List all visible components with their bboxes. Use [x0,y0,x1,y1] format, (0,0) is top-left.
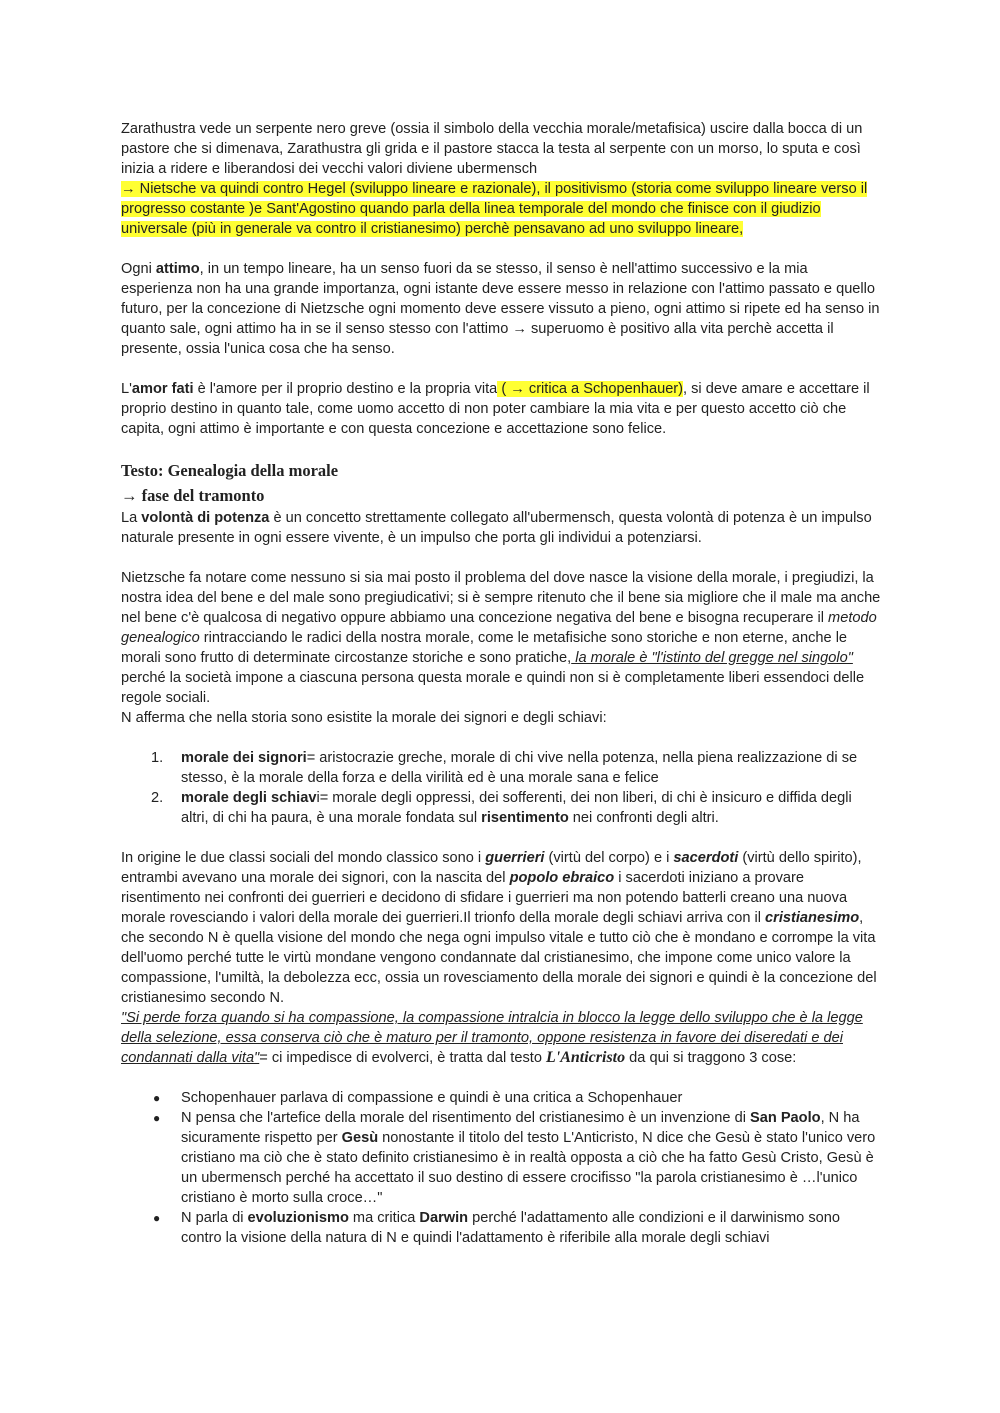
bullet-icon: ● [153,1111,161,1125]
text-run: In origine le due classi sociali del mondo classico sono i [121,850,486,866]
text-run: (virtù del corpo) e i [544,850,674,866]
text-run: da qui si traggono 3 cose: [625,1050,797,1066]
text-run: è un concetto strettamente collegato all'ubermensch, questa volontà di potenza è un impulso naturale presente in ogni essere vivente, è un impulso che porta gli individui a potenziarsi. [121,510,872,546]
highlighted-text: → Nietsche va quindi contro Hegel (sviluppo lineare e razionale), il positivismo (storia come sviluppo lineare verso il progresso costante )e Sant'Agostino quando parla della linea temporale del mondo che finisce con il giudizio universale (più in generale va contro il cristianesimo) perchè pensavano ad uno sviluppo lineare, [121,181,868,237]
bold-italic-term: cristianesimo [765,910,860,926]
bullet-list [121,1088,881,1248]
list-item [121,788,881,828]
text-run: N pensa che l'artefice della morale del risentimento del cristianesimo è un invenzione di [181,1110,750,1126]
text-run: , N ha sicuramente rispetto per [181,1110,860,1146]
list-item [121,748,881,788]
list-number: 2. [151,790,164,806]
paragraph-zarathustra [121,119,881,239]
text-run: (virtù dello spirito), entrambi avevano una morale dei signori, con la nascita del [121,850,862,886]
bold-term: morale dei signori [181,750,307,766]
text-run: La [121,510,142,526]
paragraph-attimo [121,259,881,359]
text-run: , si deve amare e accettare il proprio destino in quanto tale, come uomo accetto di non poter cambiare la mia vita e per questo accetto ciò che capita, ogni attimo è importante e con questa concezione e accettazione sono felice. [121,381,870,437]
bold-term: Darwin [419,1210,469,1226]
text-run: nonostante il titolo del testo L'Anticristo, N dice che Gesù è stato l'unico vero cristiano ma ciò che è stato definito cristianesimo è in realtà opposta a ciò che ha fatto Gesù Cristo, Gesù è un ubermensch perché ha accettato il suo destino di essere crocifisso "la parola cristianesimo è …l'unico cristiano è morto sulla croce…" [181,1130,876,1206]
section-subheading: → fase del tramonto [121,486,265,505]
text-run: = aristocrazie greche, morale di chi vive nella potenza, nella piena realizzazione di se stesso, è la morale della forza e della virilità ed è una morale sana e felice [181,750,858,786]
book-title: L'Anticristo [546,1049,626,1066]
text-run: rintracciando le radici della nostra morale, come le metafisiche sono storiche e non eterne, anche le morali sono frutto di determinate circostanze storiche e sono pratiche, [121,630,848,666]
text-run: i= morale degli oppressi, dei sofferenti, dei non liberi, di chi è insicuro e diffida degli altri, di chi ha paura, è una morale fondata sul [181,790,852,826]
text-run: è l'amore per il proprio destino e la propria vita [193,381,498,397]
underlined-quote: la morale è "l'istinto del gregge nel singolo" [571,650,853,666]
bold-term: risentimento [481,810,569,826]
bold-term: volontà di potenza [141,510,270,526]
text-run: N parla di [181,1210,248,1226]
paragraph-genealogia [121,568,881,728]
bold-term: amor fati [131,381,194,397]
text-run: i sacerdoti iniziano a provare risentimento nei confronti dei guerrieri e decidono di sfidare i guerrieri ma non potendo batterli creano una nuova morale rovesciando i valori della morale dei guerrieri.Il trionfo della morale degli schiavi arriva con il [121,870,848,926]
text-run: nei confronti degli altri. [568,810,719,826]
list-number: 1. [151,750,164,766]
paragraph-text: Zarathustra vede un serpente nero greve (ossia il simbolo della vecchia morale/metafisica) uscire dalla bocca di un pastore che si dimenava, Zarathustra gli grida e il pastore stacca la testa al serpente con un morso, lo sputa e così inizia a ridere e liberandosi dei vecchi valori diviene ubermensch [121,121,863,177]
bold-italic-term: popolo ebraico [509,870,615,886]
paragraph-volonta-potenza [121,508,881,548]
paragraph-classi-sociali [121,848,881,1068]
bold-term: evoluzionismo [247,1210,349,1226]
list-item [121,1108,881,1208]
text-run: L' [121,381,132,397]
text-run: perché l'adattamento alle condizioni e il darwinismo sono contro la visione della natura di N e quindi l'adattamento è riferibile alla morale degli schiavi [181,1210,840,1246]
text-run: = ci impedisce di evolverci, è tratta dal testo [259,1050,546,1066]
text-run: Schopenhauer parlava di compassione e quindi è una critica a Schopenhauer [181,1090,683,1106]
bullet-icon: ● [153,1211,161,1225]
text-run: ma critica [348,1210,420,1226]
section-heading: Testo: Genealogia della morale [121,461,339,480]
text-run: perché la società impone a ciascuna persona questa morale e quindi non si è completamente liberi essendoci delle regole sociali. [121,670,865,706]
text-run: , in un tempo lineare, ha un senso fuori da se stesso, il senso è nell'attimo successivo e la mia esperienza non ha una grande importanza, ogni istante deve essere messo in relazione con l'attimo passato e quello futuro, per la concezione di Nietzsche ogni momento deve essere vissuto a pieno, ogni attimo si ripete ed ha senso in quanto sale, ogni attimo ha in se il senso stesso con l'attimo → superuomo è positivo alla vita perchè accetta il presente, ossia l'unica cosa che ha senso. [121,261,880,357]
text-run: Ogni [121,261,156,277]
document-page [121,119,881,1248]
list-item [121,1208,881,1248]
underlined-quote: "Si perde forza quando si ha compassione, la compassione intralcia in blocco la legge dello sviluppo che è la legge della selezione, essa conserva ciò che è maturo per il tramonto, oppone resistenza in favore dei diseredati e dei condannati dalla vita" [121,1010,863,1066]
bullet-icon: ● [153,1091,161,1105]
bold-term: San Paolo [750,1110,821,1126]
text-run: , che secondo N è quella visione del mondo che nega ogni impulso vitale e tutto ciò che è mondano e corrompe la vita dell'uomo perché tutte le virtù mondane vengono condannate dal cristianesimo, che impone come unico valore la compassione, l'umiltà, la debolezza ecc, ossia un rovesciamento della morale dei signori e quindi è la concezione del cristianesimo secondo N. [121,910,877,1006]
text-run: Nietzsche fa notare come nessuno si sia mai posto il problema del dove nasce la visione della morale, i pregiudizi, la nostra idea del bene e del male sono pregiudicativi; si è sempre ritenuto che il bene sia migliore che il male ma anche nel bene c'è qualcosa di negativo oppure abbiamo una concezione negativa del bene e bisogna recuperare il [121,570,881,626]
highlighted-text: ( → critica a Schopenhauer) [497,381,684,397]
bold-italic-term: guerrieri [485,850,545,866]
bold-term: Gesù [341,1130,379,1146]
italic-term: metodo genealogico [121,610,877,646]
list-item [121,1088,881,1108]
bold-term: morale degli schiav [181,790,317,806]
text-run: N afferma che nella storia sono esistite la morale dei signori e degli schiavi: [121,710,607,726]
bold-italic-term: sacerdoti [673,850,739,866]
bold-term: attimo [155,261,200,277]
numbered-list [121,748,881,828]
paragraph-amor-fati [121,379,881,439]
